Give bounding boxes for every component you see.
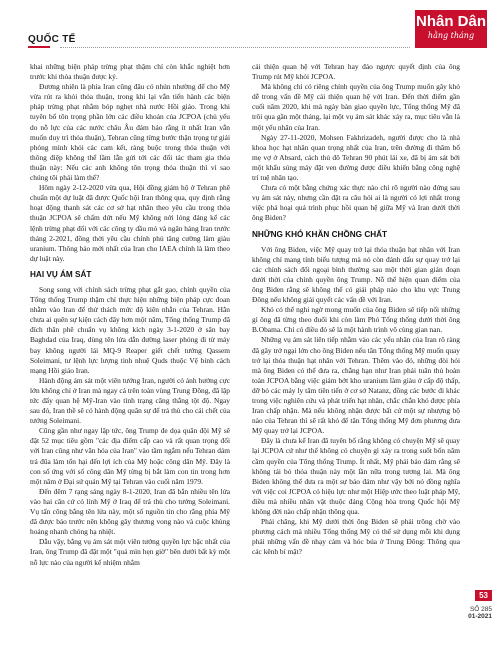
issue-number: SỐ 285 xyxy=(469,606,492,613)
newspaper-logo xyxy=(415,10,487,48)
issue-date: 01-2021 xyxy=(468,613,492,620)
paragraph: Cũng gần như ngay lập tức, ông Trump đe dọa quân đội Mỹ sẽ đặt 52 mục tiêu gồm "các địa điểm cấp cao và rất quan trọng đối với Iran cũng như văn hóa của Iran" vào tầm ngắm nếu Tehran dám trả đũa làm tổn hại đến lợi ích của Mỹ hoặc công dân Mỹ. Đây là con số ứng với số công dân Mỹ từng bị bắt làm con tin trong hơn một năm ở Đại sứ quán Mỹ tại Tehran vào cuối năm 1979. xyxy=(30,426,230,486)
paragraph: Phải chăng, khi Mỹ dưới thời ông Biden sẽ phải trông chờ vào phương cách mà nhiều Tổng thống Mỹ có thể sử dụng mỗi khi dụng phải những vấn đề nhạy cảm và hóc búa ở Trung Đông: Thông qua các kênh bí mật? xyxy=(252,517,460,557)
paragraph: Những vụ ám sát liên tiếp nhằm vào các yếu nhân của Iran rõ ràng đã gây trở ngại lớn cho ông Biden nếu tân Tổng thống Mỹ muốn quay trở lại thỏa thuận hạt nhân với Tehran. Thêm vào đó, những đòi hỏi mà ông Biden có thể đưa ra, chẳng hạn như Iran phải tuân thủ hoàn toàn JCPOA bằng việc giảm bớt kho uranium làm giàu ở cấp độ thấp, dỡ bỏ các máy ly tâm tiên tiến ở cơ sở Natanz, đồng các bước đi khác trong việc nghiên cứu và phát triển hạt nhân, chắc chắn khó được phía Iran chấp nhận. Mà nếu không nhận được bất cứ một sự nhượng bộ nào của Tehran thì sẽ rất khó để tân Tổng thống Mỹ đơn phương đưa Mỹ quay trở lại JCPOA. xyxy=(252,335,460,436)
paragraph: Ngày 27-11-2020, Mohsen Fakhrizadeh, người được cho là nhà khoa học hạt nhân quan trọng nhất của Iran, trên đường đi thăm bố mẹ vợ ở Absard, cách thủ đô Tehran 90 phút lái xe, đã bị ám sát bởi một khẩu súng máy đặt ven đường được điều khiển bằng công nghệ trí tuệ nhân tạo. xyxy=(252,132,460,183)
paragraph: khai những biện pháp trừng phạt thậm chí còn khắc nghiệt hơn trước khi thỏa thuận được ký. xyxy=(30,62,230,82)
paragraph: Đến đêm 7 rạng sáng ngày 8-1-2020, Iran đã bắn nhiều tên lửa vào hai căn cứ có lính Mỹ ở Iraq để trả thù cho tướng Soleimani. Vụ tấn công bằng tên lửa này, một số nguồn tin cho rằng phía Mỹ đã được báo trước nên không gây thương vong nào và cuộc khủng hoảng nhanh chóng hạ nhiệt. xyxy=(30,486,230,537)
page-number: 53 xyxy=(475,590,492,601)
header-divider xyxy=(60,47,410,48)
paragraph: Hôm ngày 2-12-2020 vừa qua, Hội đồng giám hộ ở Tehran phê chuẩn một dự luật đã được Quốc hội Iran thông qua, quy định rằng hoạt động thanh sát các cơ sở hạt nhân theo yêu cầu trong thỏa thuận JCPOA sẽ chấm dứt nếu Mỹ không nới lỏng đáng kể các lệnh trừng phạt đối với các công ty dầu mỏ và ngân hàng Iran trước tháng 2-2021, đồng thời yêu cầu chính phủ tăng cường làm giàu uranium. Thông báo mới nhất của Iran cho IAEA chính là làm theo dự luật này. xyxy=(30,183,230,263)
paragraph: Chưa có một bằng chứng xác thực nào chỉ rõ người nào đứng sau vụ ám sát này, nhưng cần đặt ra câu hỏi ai là người có lợi nhất trong việc phá hoại quá trình phục hồi quan hệ giữa Mỹ và Iran dưới thời ông Biden? xyxy=(252,183,460,223)
left-column xyxy=(30,62,230,568)
paragraph: Dẫu vậy, bằng vụ ám sát một viên tướng quyền lực bậc nhất của Iran, ông Trump đã đặt một "quả mìn hẹn giờ" bên dưới bất kỳ một nỗ lực nào của người kế nhiệm nhằm xyxy=(30,537,230,567)
paragraph: Mà không chỉ có riêng chính quyền của ông Trump muốn gây khó dễ trong vấn đề Mỹ cải thiện quan hệ với Iran. Đến thời điểm gần cuối năm 2020, khi mà ngày bàn giao quyền lực, Tổng thống Mỹ đã trôi qua gần một tháng, lại một vụ ám sát khác xảy ra, mục tiêu vẫn là một yếu nhân của Iran. xyxy=(252,82,460,132)
paragraph: Song song với chính sách trừng phạt gắt gao, chính quyền của Tổng thống Trump thậm chí thực hiện những biện pháp cực đoan nhằm vào Iran để thử thách mức độ kiên nhẫn của Tehran. Hẳn chưa ai quên sự kiện cách đây hơn một năm, Tổng thống Trump đã đích thân phê chuẩn vụ không kích ngày 3-1-2020 ở sân bay Baghdad của Iraq, dùng tên lửa dẫn đường laser phóng đi từ máy bay không người lái MQ-9 Reaper giết chết tướng Qassem Soleimani, tư lệnh lực lượng tinh nhuệ Quds thuộc Vệ binh cách mạng Hồi giáo Iran. xyxy=(30,284,230,375)
section-accent-bar xyxy=(28,46,50,48)
section-heading: HAI VỤ ÁM SÁT xyxy=(30,269,92,279)
logo-main-text: Nhân Dân xyxy=(415,13,486,30)
logo-sub-text: hằng tháng xyxy=(427,31,475,40)
paragraph: Hành động ám sát một viên tướng Iran, người có ảnh hưởng cực lớn không chỉ ở Iran mà ngay cả trên toàn vùng Trung Đông, đã lập tức đẩy quan hệ Mỹ-Iran vào tình trạng căng thẳng tột độ. Ngay sau đó, Iran thề sẽ có hành động quân sự để trả thù cho cái chết của tướng Soleimani. xyxy=(30,375,230,426)
paragraph: Với ông Biden, việc Mỹ quay trở lại thỏa thuận hạt nhân với Iran không chỉ mang tính biểu tượng mà nó còn đánh dấu sự quay trở lại các chính sách đối ngoại bình thường sau một thời gian gián đoạn dưới thời của chính quyền ông Trump. Nỗ thể hiện quan điểm của ông Biden rằng sẽ không thể có giải pháp nào cho khu vực Trung Đông nếu không giải quyết các vấn đề với Iran. xyxy=(252,244,460,305)
paragraph: Đây là chưa kể Iran đã tuyên bố rằng không có chuyện Mỹ sẽ quay lại JCPOA cứ như thể không có chuyện gì xảy ra trong suốt bốn năm cầm quyền của Tổng thống Trump. Ít nhất, Mỹ phải bảo đảm rằng sẽ không tái bỏ thỏa thuận này một lần nữa trong tương lai. Mà ông Biden không thể đưa ra một sự bảo đảm như vậy bởi nó đồng nghĩa với việc coi JCPOA có hiệu lực như một Hiệp ước theo luật pháp Mỹ, điều mà nhiều nhân vật thuộc đảng Cộng hòa trong Quốc hội Mỹ không đời nào chấp nhận thông qua. xyxy=(252,436,460,517)
paragraph: Đương nhiên là phía Iran cũng đâu có nhún nhường để cho Mỹ vừa rút ra khỏi thỏa thuận, trong khi lại vẫn tiến hành các biện pháp trừng phạt nhằm bóp nghẹt nhà nước Hồi giáo. Trong khi tuyên bố tôn trọng phần lớn các điều khoản của JCPOA (chủ yếu do nỗ lực của các nước châu Âu đảm bảo rằng ít nhất Iran vẫn muốn duy trì thỏa thuận), Tehran cũng từng bước thận trọng tự giải phóng mình khỏi các cam kết, ràng buộc trong thỏa thuận với thông điệp không thể lầm lẫn gửi tới các đối tác tham gia thỏa thuận này: Nếu các anh không tôn trọng thỏa thuận thì vì sao chúng tôi phải làm thế? xyxy=(30,82,230,183)
section-label: QUỐC TẾ xyxy=(28,34,76,45)
paragraph: Khó có thể nghi ngờ mong muốn của ông Biden sẽ tiếp nối những gì ông đã từng theo đuổi khi còn làm Phó Tổng thống dưới thời ông B.Obama. Chỉ có điều đó sẽ là một hành trình vô cùng gian nan. xyxy=(252,305,460,335)
page-header xyxy=(0,0,500,62)
section-heading: NHỮNG KHÓ KHĂN CHỒNG CHẤT xyxy=(252,229,388,239)
right-column xyxy=(252,62,460,558)
page-footer xyxy=(452,585,500,625)
paragraph: cải thiện quan hệ với Tehran hay đảo ngược quyết định của ông Trump rút Mỹ khỏi JCPOA. xyxy=(252,62,460,82)
